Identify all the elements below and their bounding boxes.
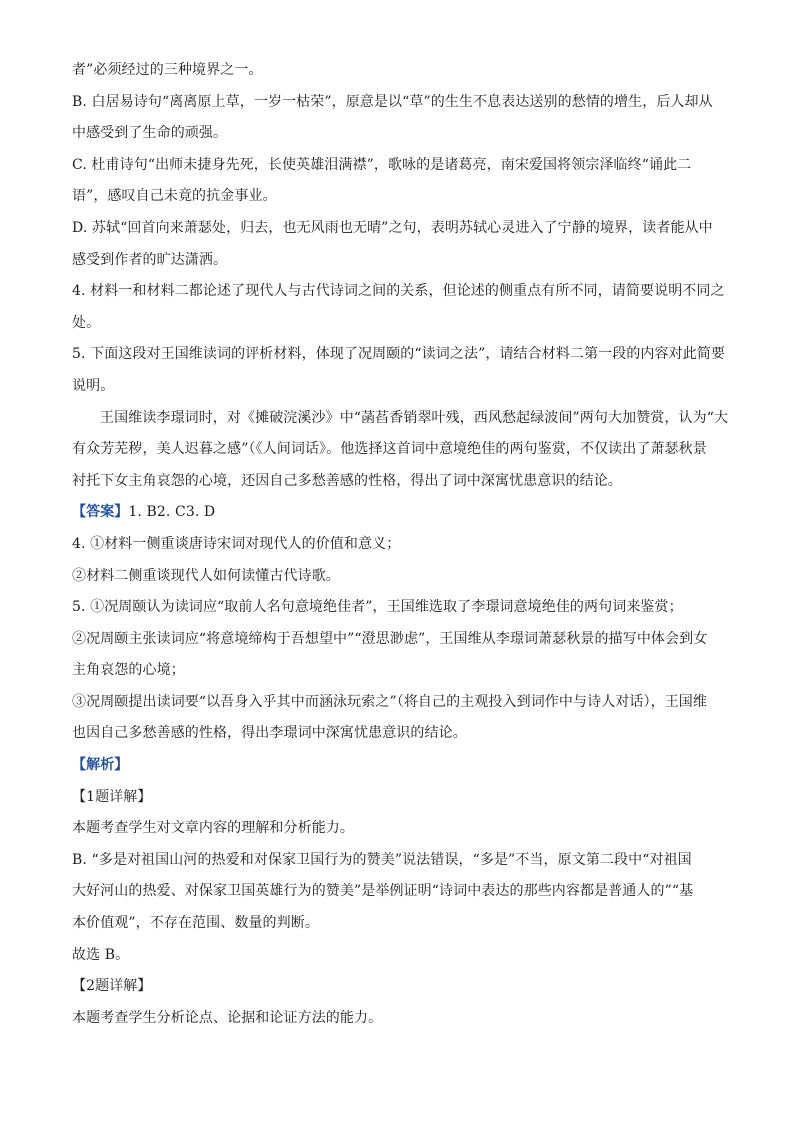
question-5: 5. 下面这段对王国维读词的评析材料，体现了况周颐的“读词之法”，请结合材料二第一段的内容对此简要 — [72, 346, 726, 363]
answer-4-line: 4. ①材料一侧重谈唐诗宋词对现代人的价值和意义； — [72, 535, 401, 552]
answer-5-line: ③况周颐提出读词要“以吾身入乎其中而涵泳玩索之”（将自己的主观投入到词作中与诗人对话），王国维 — [72, 693, 708, 710]
option-d-line: D. 苏轼“回首向来萧瑟处，归去，也无风雨也无晴”之句，表明苏轼心灵进入了宁静的境界，读者能从中 — [72, 219, 713, 236]
answer-5-line: 也因自己多愁善感的性格，得出李璟词中深寓忧患意识的结论。 — [72, 725, 467, 742]
material-paragraph-line: 有众芳芜秽，美人迟暮之感”（《人间词话》。他选择这首词中意境绝佳的两句鉴赏，不仅读出了萧瑟秋景 — [72, 441, 707, 458]
answer-tag: 【答案】 — [72, 504, 129, 521]
text-line: 本价值观”，不存在范围、数量的判断。 — [72, 915, 319, 932]
text-line: 本题考查学生分析论点、论据和论证方法的能力。 — [72, 1009, 383, 1026]
option-b-line: B. 白居易诗句“离离原上草，一岁一枯荣”，原意是以“草”的生生不息表达送别的愁情的增生，后人却从 — [72, 93, 713, 110]
text-line: 本题考查学生对文章内容的理解和分析能力。 — [72, 820, 354, 837]
answer-5-line: 主角哀怨的心境； — [72, 662, 185, 679]
section-heading-1: 【1题详解】 — [72, 788, 152, 805]
section-heading-2: 【2题详解】 — [72, 978, 152, 995]
text-line: B. “多是对祖国山河的热爱和对保家卫国行为的赞美”说法错误，“多是”不当，原文第二段中“对祖国 — [72, 851, 692, 868]
text-line: 处。 — [72, 314, 101, 331]
text-line: 者”必须经过的三种境界之一。 — [72, 62, 263, 78]
option-c-line: C. 杜甫诗句“出师未捷身先死，长使英雄泪满襟”，歌咏的是诸葛亮，南宋爱国将领宗泽临终“诵此二 — [72, 156, 692, 173]
material-paragraph-line: 王国维读李璟词时，对《摊破浣溪沙》中“菡萏香销翠叶残，西风愁起绿波间”两句大加赞赏，认为“大 — [100, 409, 729, 426]
answer-text: 1. B2. C3. D — [128, 504, 216, 521]
text-line: 语”，感叹自己未竟的抗金事业。 — [72, 188, 277, 205]
analysis-tag: 【解析】 — [72, 757, 129, 774]
text-line: 故选 B。 — [72, 946, 130, 963]
answer-5-line: ②况周颐主张读词应“将意境缔构于吾想望中”“澄思渺虑”，王国维从李璟词萧瑟秋景的描写中体会到女 — [72, 630, 708, 647]
answer-5-line: 5. ①况周颐认为读词应“取前人名句意境绝佳者”，王国维选取了李璟词意境绝佳的两句词来鉴赏； — [72, 599, 683, 616]
text-line: 说明。 — [72, 377, 115, 394]
text-line: 大好河山的热爱、对保家卫国英雄行为的赞美”是举例证明“诗词中表达的那些内容都是普通人的”“基 — [72, 883, 694, 900]
answer-4-line: ②材料二侧重谈现代人如何读懂古代诗歌。 — [72, 567, 340, 584]
document-page — [72, 62, 729, 1041]
text-line: 感受到作者的旷达潇洒。 — [72, 251, 228, 268]
material-paragraph-line: 衬托下女主角哀怨的心境，还因自己多愁善感的性格，得出了词中深寓忧患意识的结论。 — [72, 472, 622, 489]
answer-line — [72, 504, 726, 520]
question-4: 4. 材料一和材料二都论述了现代人与古代诗词之间的关系，但论述的侧重点有所不同，请简要说明不同之 — [72, 283, 725, 300]
text-line: 中感受到了生命的顽强。 — [72, 125, 228, 142]
